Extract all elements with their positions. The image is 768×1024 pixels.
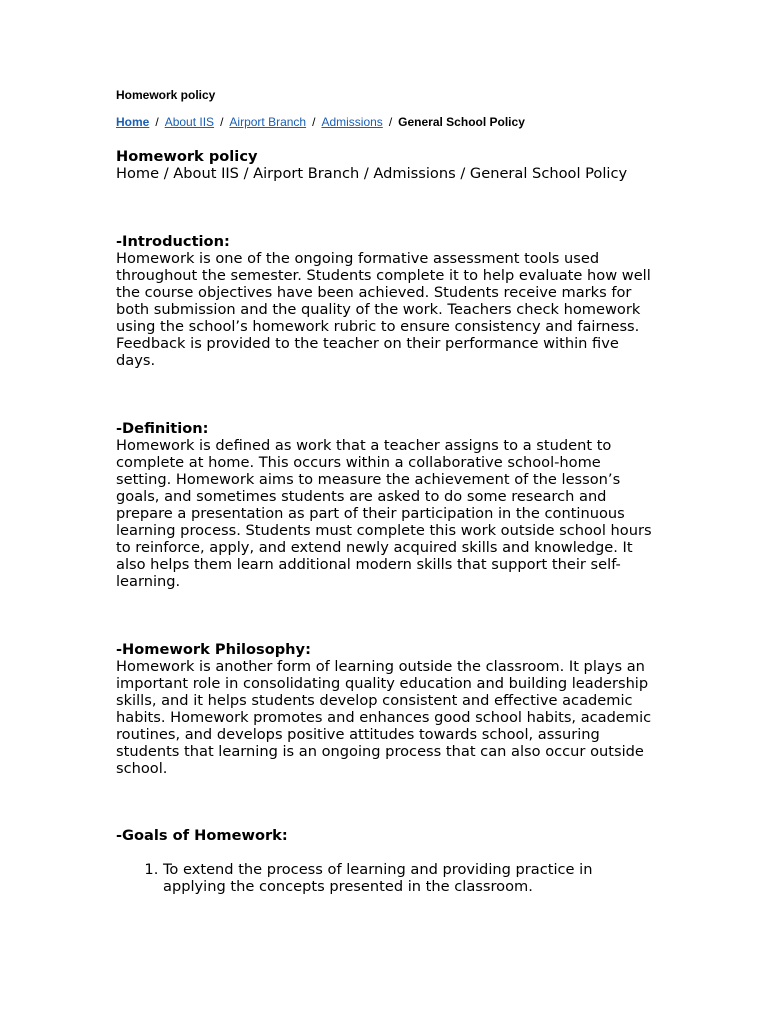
document-title: Homework policy — [116, 148, 258, 165]
breadcrumb-link-airport-branch[interactable]: Airport Branch — [229, 115, 307, 129]
site-title: Homework policy — [116, 88, 216, 102]
breadcrumb-link-about-iis[interactable]: About IIS — [164, 115, 215, 129]
breadcrumb-separator: / — [312, 115, 316, 129]
list-item: 1. To extend the process of learning and providing practice in applying the concepts presented in the classroom. — [163, 861, 656, 895]
section-goals-of-homework — [116, 827, 656, 895]
document-path: Home / About IIS / Airport Branch / Admissions / General School Policy — [116, 165, 628, 182]
section-heading: -Goals of Homework: — [116, 827, 288, 844]
section-heading: -Homework Philosophy: — [116, 641, 311, 658]
section-definition — [116, 420, 656, 590]
section-heading: -Introduction: — [116, 233, 230, 250]
breadcrumb-separator: / — [155, 115, 159, 129]
section-homework-philosophy — [116, 641, 656, 777]
breadcrumb-separator: / — [388, 115, 393, 129]
section-heading: -Definition: — [116, 420, 209, 437]
goals-list — [116, 861, 656, 895]
section-body: Homework is defined as work that a teacher assigns to a student to complete at home. This occurs within a collaborative school-home setting. Homework aims to measure the achievement of the lesson’s goals, and sometimes students are asked to do some research and prepare a presentation as part of their participation in the continuous learning process. Students must complete this work outside school hours to reinforce, apply, and extend newly acquired skills and knowledge. It also helps them learn additional modern skills that support their self-learning. — [116, 437, 652, 590]
section-body: Homework is one of the ongoing formative assessment tools used throughout the semester. Students complete it to help evaluate how well the course objectives have been achieved. Students receive marks for both submission and the quality of the work. Teachers check homework using the school’s homework rubric to ensure consistency and fairness. Feedback is provided to the teacher on their performance within five days. — [116, 250, 651, 369]
section-introduction — [116, 233, 656, 369]
breadcrumb-separator: / — [220, 115, 224, 129]
section-body: Homework is another form of learning outside the classroom. It plays an important role in consolidating quality education and building leadership skills, and it helps students develop consistent and effective academic habits. Homework promotes and enhances good school habits, academic routines, and develops positive attitudes towards school, assuring students that learning is an ongoing process that can also occur outside school. — [116, 658, 652, 777]
breadcrumb-link-admissions[interactable]: Admissions — [321, 115, 383, 129]
breadcrumb-link-home[interactable]: Home — [116, 115, 150, 129]
document-content — [116, 148, 656, 895]
breadcrumb-current: General School Policy — [398, 115, 525, 129]
breadcrumb — [116, 115, 525, 129]
